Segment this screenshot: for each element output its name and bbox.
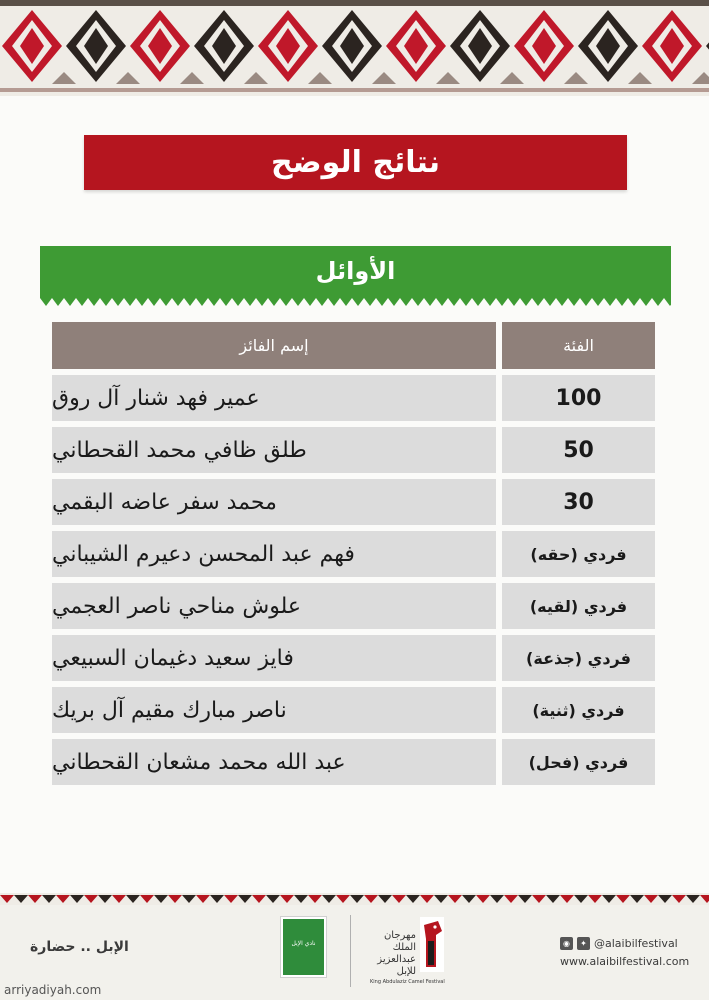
row-winner: فايز سعيد دغيمان السبيعي [52, 635, 496, 681]
row-category: 100 [502, 375, 655, 421]
row-winner: طلق ظافي محمد القحطاني [52, 427, 496, 473]
zigzag-tooth [124, 298, 136, 306]
zigzag-tooth [544, 298, 556, 306]
zigzag-tooth [616, 298, 628, 306]
zigzag-tooth [640, 298, 652, 306]
zigzag-tooth [568, 298, 580, 306]
table-row [52, 687, 655, 733]
zigzag-tooth [592, 298, 604, 306]
zigzag-tooth [256, 298, 268, 306]
zigzag-tooth [484, 298, 496, 306]
zigzag-tooth [652, 298, 664, 306]
zigzag-tooth [172, 298, 184, 306]
twitter-icon[interactable]: ✦ [577, 937, 590, 950]
zigzag-tooth [532, 298, 544, 306]
logo-divider [350, 915, 351, 987]
social-links [560, 937, 678, 950]
zigzag-tooth [352, 298, 364, 306]
camel-club-logo [281, 917, 326, 977]
zigzag-tooth [40, 298, 52, 306]
row-category: فردي (جذعة) [502, 635, 655, 681]
table-row [52, 531, 655, 577]
zigzag-tooth [520, 298, 532, 306]
camel-head-logo-icon [418, 917, 446, 972]
zigzag-tooth [460, 298, 472, 306]
zigzag-tooth [580, 298, 592, 306]
page-title: نتائج الوضح [270, 145, 441, 180]
section-title: الأوائل [315, 257, 396, 285]
zigzag-tooth [400, 298, 412, 306]
zigzag-tooth [424, 298, 436, 306]
footer-slogan: الإبل .. حضارة [30, 939, 129, 955]
zigzag-tooth [232, 298, 244, 306]
zigzag-tooth [436, 298, 448, 306]
row-category: 30 [502, 479, 655, 525]
table-row [52, 479, 655, 525]
zigzag-tooth [508, 298, 520, 306]
zigzag-tooth [136, 298, 148, 306]
header-winner: إسم الفائز [52, 322, 496, 369]
row-category: فردي (ثنية) [502, 687, 655, 733]
row-winner: عبد الله محمد مشعان القحطاني [52, 739, 496, 785]
zigzag-tooth [304, 298, 316, 306]
zigzag-tooth [412, 298, 424, 306]
zigzag-tooth [88, 298, 100, 306]
table-row [52, 427, 655, 473]
zigzag-tooth [220, 298, 232, 306]
zigzag-tooth [52, 298, 64, 306]
table-header-row [52, 322, 655, 369]
zigzag-tooth [316, 298, 328, 306]
table-row [52, 375, 655, 421]
zigzag-tooth [100, 298, 112, 306]
zigzag-tooth [376, 298, 388, 306]
festival-name: مهرجان الملك عبدالعزيز للإبل [377, 930, 416, 977]
zigzag-tooth [628, 298, 640, 306]
festival-name-en: King Abdulaziz Camel Festival [370, 979, 445, 985]
zigzag-tooth [148, 298, 160, 306]
zigzag-tooth [388, 298, 400, 306]
table-row [52, 583, 655, 629]
zigzag-tooth [664, 298, 671, 306]
sadu-pattern-bottom [0, 893, 709, 905]
zigzag-tooth [604, 298, 616, 306]
zigzag-tooth [160, 298, 172, 306]
row-category: 50 [502, 427, 655, 473]
row-winner: علوش مناحي ناصر العجمي [52, 583, 496, 629]
zigzag-tooth [364, 298, 376, 306]
zigzag-tooth [244, 298, 256, 306]
row-category: فردي (لقيه) [502, 583, 655, 629]
zigzag-tooth [64, 298, 76, 306]
table-row [52, 739, 655, 785]
zigzag-tooth [268, 298, 280, 306]
social-handle[interactable]: @alaibilfestival [594, 937, 678, 950]
row-category: فردي (حقه) [502, 531, 655, 577]
row-winner: محمد سفر عاضه البقمي [52, 479, 496, 525]
row-winner: عمير فهد شنار آل روق [52, 375, 496, 421]
zigzag-tooth [556, 298, 568, 306]
watermark: arriyadiyah.com [4, 983, 102, 997]
zigzag-tooth [196, 298, 208, 306]
zigzag-tooth [340, 298, 352, 306]
website-link[interactable]: www.alaibilfestival.com [560, 955, 690, 968]
zigzag-tooth [496, 298, 508, 306]
zigzag-tooth [292, 298, 304, 306]
table-row [52, 635, 655, 681]
title-banner [84, 135, 627, 190]
row-category: فردي (فحل) [502, 739, 655, 785]
zigzag-tooth [184, 298, 196, 306]
results-table [52, 322, 655, 791]
zigzag-tooth [280, 298, 292, 306]
zigzag-tooth [448, 298, 460, 306]
row-winner: ناصر مبارك مقيم آل بريك [52, 687, 496, 733]
header-category: الفئة [502, 322, 655, 369]
zigzag-tooth [472, 298, 484, 306]
sadu-pattern-top [0, 0, 709, 96]
zigzag-tooth [76, 298, 88, 306]
snapchat-icon[interactable]: ◉ [560, 937, 573, 950]
club-logo-text: نادي الإبل [291, 940, 316, 947]
zigzag-tooth [112, 298, 124, 306]
zigzag-tooth [208, 298, 220, 306]
zigzag-tooth [328, 298, 340, 306]
row-winner: فهم عبد المحسن دعيرم الشيباني [52, 531, 496, 577]
